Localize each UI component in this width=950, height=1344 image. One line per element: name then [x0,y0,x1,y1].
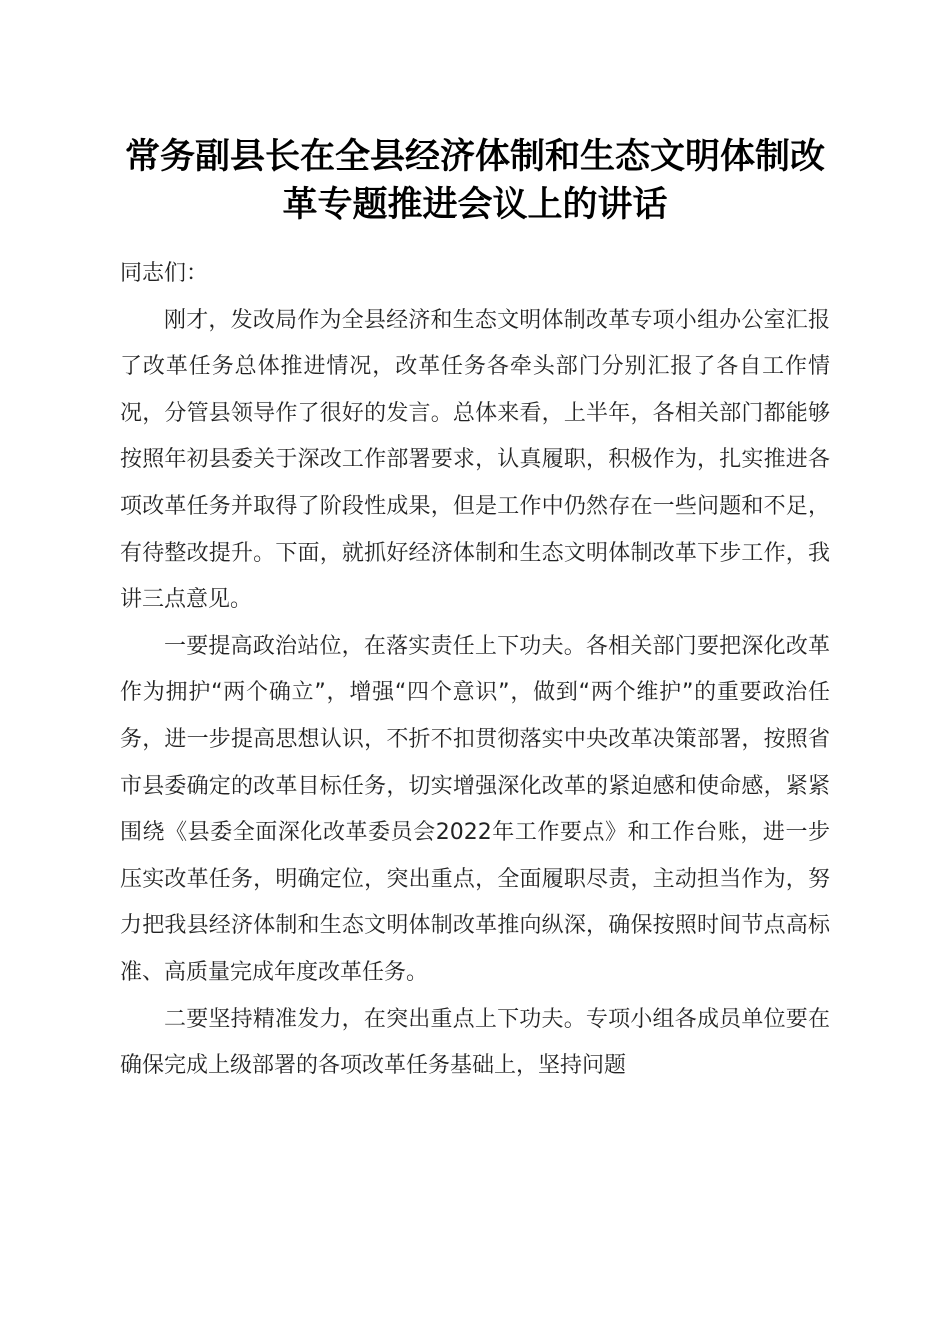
document-title [100,133,850,229]
salutation: 同志们： [120,261,209,286]
paragraph-intro: 刚才，发改局作为全县经济和生态文明体制改革专项小组办公室汇报了改革任务总体推进情况，改革任务各牵头部门分别汇报了各自工作情况，分管县领导作了很好的发言。总体来看，上半年，各相关部门都能够按照年初县委关于深改工作部署要求，认真履职，积极作为，扎实推进各项改革任务并取得了阶段性成果，但是工作中仍然存在一些问题和不足，有待整改提升。下面，就抓好经济体制和生态文明体制改革下步工作，我讲三点意见。 [120,307,830,613]
paragraph-point-one: 一要提高政治站位，在落实责任上下功夫。各相关部门要把深化改革作为拥护“两个确立”，增强“四个意识”，做到“两个维护”的重要政治任务，进一步提高思想认识，不折不扣贯彻落实中央改革决策部署，按照省市县委确定的改革目标任务，切实增强深化改革的紧迫感和使命感，紧紧围绕《县委全面深化改革委员会2022年工作要点》和工作台账，进一步压实改革任务，明确定位，突出重点，全面履职尽责，主动担当作为，努力把我县经济体制和生态文明体制改革推向纵深，确保按照时间节点高标准、高质量完成年度改革任务。 [120,633,830,985]
title-line-1: 常务副县长在全县经济体制和生态文明体制改 [124,136,825,177]
paragraph-point-two: 二要坚持精准发力，在突出重点上下功夫。专项小组各成员单位要在确保完成上级部署的各项改革任务基础上，坚持问题 [120,1006,830,1079]
document-body [120,251,830,1090]
title-line-2: 革专题推进会议上的讲话 [282,184,668,225]
